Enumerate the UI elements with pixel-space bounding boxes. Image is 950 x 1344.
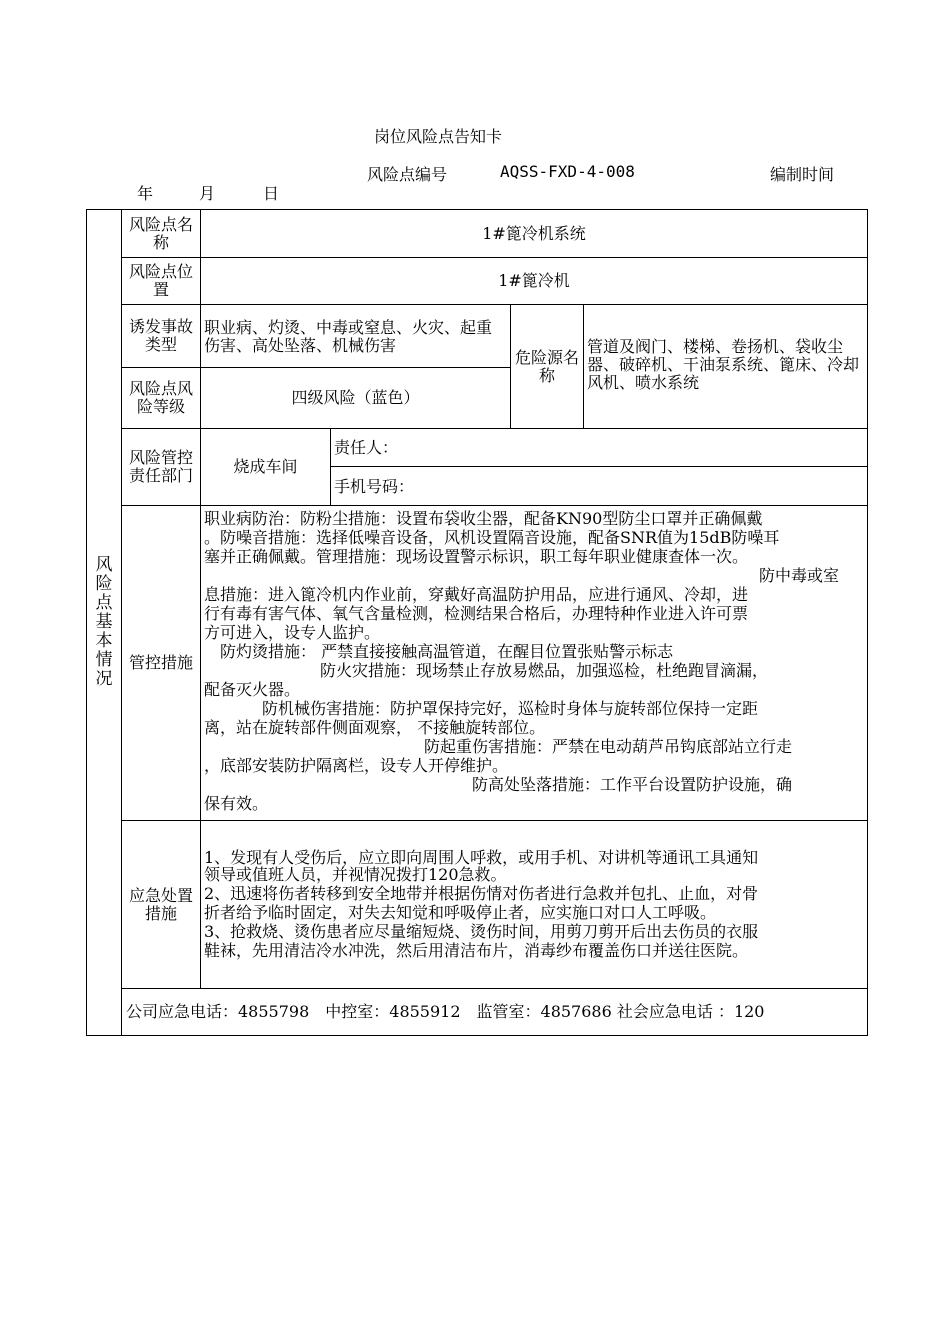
- hazard-source-label: 危险源名称: [515, 347, 580, 385]
- control-dept-value: 烧成车间: [233, 457, 298, 476]
- control-line: 离，站在旋转部件侧面观察， 不接触旋转部位。: [204, 718, 546, 737]
- emergency-line: 3、抢救烧、烫伤患者应尽量缩短烧、烫伤时间，用剪刀剪开后出去伤员的衣服: [204, 922, 759, 941]
- risk-code-value: AQSS-FXD-4-008: [500, 162, 635, 181]
- control-line: 防起重伤害措施：严禁在电动葫芦吊钩底部站立行走: [424, 737, 793, 756]
- control-line: 防机械伤害措施：防护罩保持完好，巡检时身体与旋转部位保持一定距: [262, 699, 759, 718]
- control-line: 塞并正确佩戴。管理措施：现场设置警示标识，职工每年职业健康查体一次。: [204, 547, 749, 566]
- emergency-phone-line: 公司应急电话：4855798 中控室：4855912 监管室：4857686 社会应急电话 ：120: [126, 1002, 765, 1021]
- risk-code-label: 风险点编号: [367, 165, 448, 184]
- control-line: 行有毒有害气体、氧气含量检测，检测结果合格后，办理特种作业进入许可票: [204, 604, 749, 623]
- risk-point-name-value: 1#篦冷机系统: [482, 223, 586, 243]
- risk-level-label: 风险点风险等级: [129, 379, 194, 416]
- risk-point-location-label: 风险点位置: [129, 262, 194, 299]
- side-label-basic-info: 风险点基本情况: [95, 555, 113, 689]
- control-line: 息措施：进入篦冷机内作业前，穿戴好高温防护用品，应进行通风、冷却，进: [204, 585, 749, 604]
- date-day: 日: [263, 184, 280, 203]
- mobile-phone-label: 手机号码：: [334, 477, 415, 496]
- control-line: 职业病防治：防粉尘措施：设置布袋收尘器，配备KN90型防尘口罩并正确佩戴: [204, 509, 763, 528]
- accident-type-label: 诱发事故类型: [129, 317, 194, 354]
- hazard-source-value: 管道及阀门、楼梯、卷扬机、袋收尘器、破碎机、干油泵系统、篦床、冷却风机、喷水系统: [587, 337, 860, 392]
- page-title: 岗位风险点告知卡: [374, 127, 503, 146]
- control-line: 防火灾措施：现场禁止存放易燃品，加强巡检，杜绝跑冒滴漏，: [320, 661, 769, 680]
- date-year: 年: [137, 184, 154, 203]
- control-line: 保有效。: [204, 794, 269, 813]
- risk-level-value: 四级风险（蓝色）: [291, 388, 420, 407]
- emergency-line: 2、迅速将伤者转移到安全地带并根据伤情对伤者进行急救并包扎、止血，对骨: [204, 884, 759, 903]
- emergency-line: 折者给予临时固定，对失去知觉和呼吸停止者，应实施口对口人工呼吸。: [204, 903, 717, 922]
- control-line: 防灼烫措施： 严禁直接接触高温管道，在醒目位置张贴警示标志: [220, 642, 674, 661]
- emergency-line: 鞋袜，先用清洁冷水冲洗，然后用清洁布片，消毒纱布覆盖伤口并送往医院。: [204, 941, 749, 960]
- compile-date-label: 编制时间: [770, 165, 835, 184]
- responsible-person-label: 责任人：: [334, 438, 399, 457]
- control-line: 防中毒或室: [759, 566, 840, 585]
- control-line: 配备灭火器。: [204, 680, 301, 699]
- emergency-measures-label: 应急处置措施: [129, 885, 194, 923]
- control-dept-label: 风险管控责任部门: [129, 448, 194, 485]
- control-line: 方可进入，设专人监护。: [204, 623, 381, 642]
- control-line: 。防噪音措施：选择低噪音设备，风机设置隔音设施，配备SNR值为15dB防噪耳: [204, 528, 780, 547]
- control-line: ，底部安装防护隔离栏，设专人开停维护。: [204, 756, 509, 775]
- control-measures-label: 管控措施: [129, 653, 194, 672]
- emergency-line: 领导或值班人员，并视情况拨打120急救。: [204, 865, 507, 884]
- risk-point-name-label: 风险点名称: [129, 214, 194, 252]
- emergency-line: 1、发现有人受伤后，应立即向周围人呼救，或用手机、对讲机等通讯工具通知: [204, 848, 759, 867]
- accident-type-value: 职业病、灼烫、中毒或窒息、火灾、起重伤害、高处坠落、机械伤害: [204, 318, 493, 355]
- control-line: 防高处坠落措施：工作平台设置防护设施，确: [472, 775, 793, 794]
- date-month: 月: [199, 184, 216, 203]
- risk-point-location-value: 1#篦冷机: [498, 271, 570, 290]
